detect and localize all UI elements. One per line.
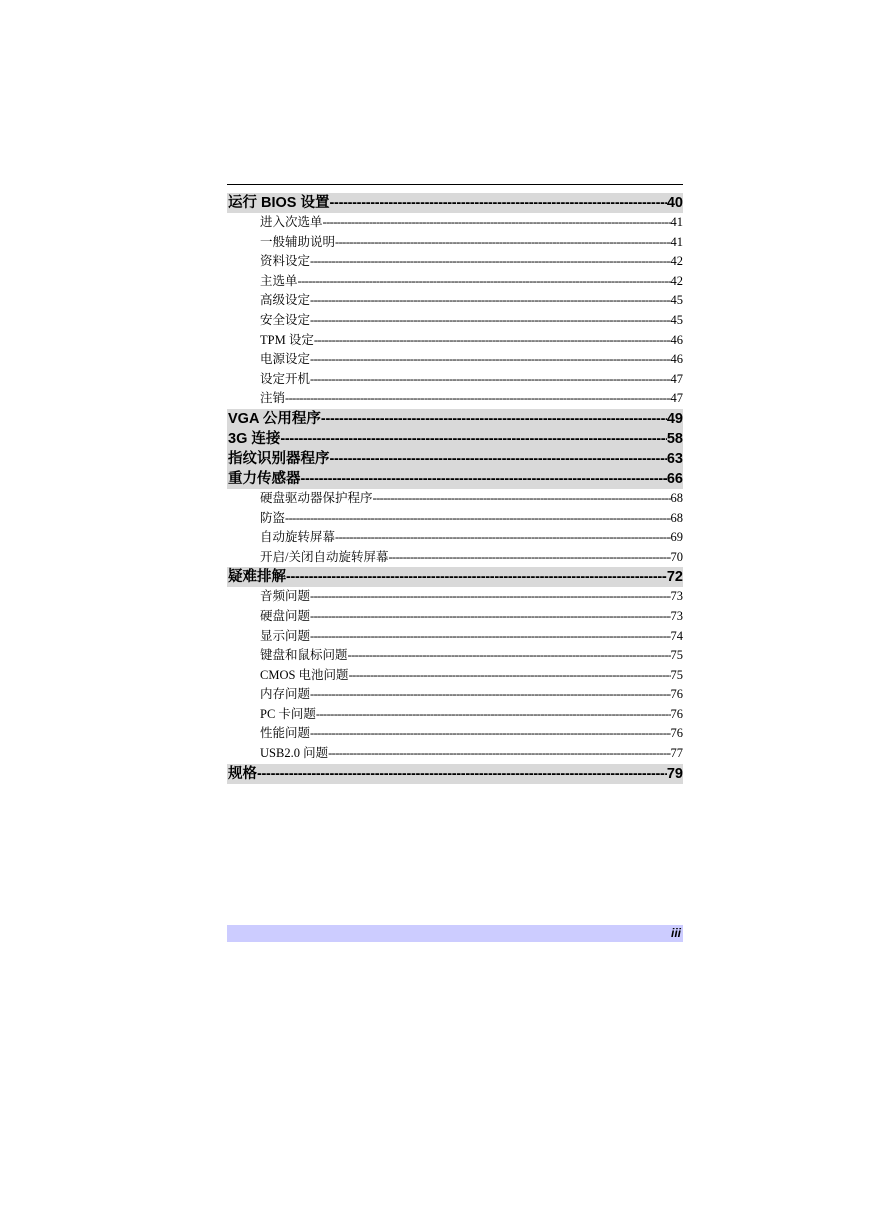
toc-section-entry[interactable] [227,744,683,764]
toc-section-entry[interactable] [227,528,683,548]
toc-entry-title: 硬盘驱动器保护程序 [260,490,373,505]
toc-entry-page-number: 42 [670,254,683,269]
toc-entry-title: TPM 设定 [260,332,314,347]
toc-dot-leader [348,646,671,666]
toc-entry-page-number: 42 [670,273,683,288]
toc-dot-leader [310,587,670,607]
toc-entry-page-number: 46 [670,352,683,367]
footer-bar [227,925,683,942]
toc-entry-page-number: 75 [670,648,683,663]
toc-entry-title: 进入次选单 [260,215,323,229]
toc-dot-leader [310,291,670,311]
toc-entry-title: 3G 连接 [228,430,281,447]
toc-section-entry[interactable] [227,389,683,409]
toc-dot-leader [310,607,670,627]
toc-dot-leader [335,233,670,253]
toc-dot-leader [349,666,671,686]
toc-entry-title: 内存问题 [260,687,311,702]
toc-entry-page-number: 70 [670,549,683,564]
toc-entry-title: 键盘和鼠标问题 [260,648,348,663]
toc-entry-page-number: 72 [666,569,683,586]
top-rule [227,184,683,185]
toc-section-entry[interactable] [227,685,683,705]
toc-entry-title: 安全设定 [260,312,311,327]
toc-entry-title: 疑难排解 [228,569,286,586]
toc-entry-page-number: 66 [666,470,683,487]
toc-dot-leader [310,627,670,647]
toc-entry-page-number: 77 [670,746,683,761]
toc-dot-leader [310,350,670,370]
toc-entry-page-number: 47 [670,371,683,386]
toc-chapter-entry[interactable] [227,469,683,489]
toc-entry-page-number: 45 [670,293,683,308]
toc-dot-leader [257,764,667,784]
toc-entry-title: 显示问题 [260,628,311,643]
toc-dot-leader [328,744,670,764]
toc-dot-leader [330,449,667,469]
toc-entry-title: PC 卡问题 [260,706,316,721]
toc-section-entry[interactable] [227,350,683,370]
toc-section-entry[interactable] [227,509,683,529]
toc-chapter-entry[interactable] [227,567,683,587]
toc-entry-page-number: 49 [666,410,683,427]
toc-entry-title: 开启/关闭自动旋转屏幕 [260,549,389,564]
toc-entry-title: 性能问题 [260,726,311,741]
toc-entry-title: 电源设定 [260,352,311,367]
toc-dot-leader [310,685,670,705]
toc-section-entry[interactable] [227,272,683,292]
toc-entry-page-number: 58 [666,430,683,447]
toc-entry-page-number: 76 [670,687,683,702]
toc-entry-title: 资料设定 [260,254,311,269]
toc-entry-title: 主选单 [260,273,298,288]
toc-entry-page-number: 76 [670,726,683,741]
toc-section-entry[interactable] [227,646,683,666]
toc-entry-title: 指纹识别器程序 [228,450,330,467]
toc-entry-title: 运行 BIOS 设置 [228,195,330,211]
table-of-contents [227,193,683,784]
toc-section-entry[interactable] [227,724,683,744]
toc-entry-title: 自动旋转屏幕 [260,530,336,545]
toc-section-entry[interactable] [227,548,683,568]
toc-entry-page-number: 47 [670,391,683,406]
toc-entry-page-number: 74 [670,628,683,643]
toc-section-entry[interactable] [227,233,683,253]
toc-dot-leader [330,193,667,213]
toc-entry-title: 设定开机 [260,371,311,386]
toc-entry-title: VGA 公用程序 [228,410,321,427]
toc-entry-page-number: 46 [670,332,683,347]
toc-entry-title: 注销 [260,391,286,406]
toc-section-entry[interactable] [227,331,683,351]
toc-section-entry[interactable] [227,489,683,509]
toc-dot-leader [310,724,670,744]
toc-dot-leader [286,567,667,587]
toc-entry-title: 规格 [228,765,257,782]
toc-chapter-entry[interactable] [227,193,683,213]
toc-dot-leader [335,528,670,548]
toc-chapter-entry[interactable] [227,764,683,784]
toc-chapter-entry[interactable] [227,409,683,429]
toc-entry-title: 重力传感器 [228,470,301,487]
toc-dot-leader [373,489,671,509]
toc-dot-leader [310,370,670,390]
toc-dot-leader [310,252,670,272]
toc-entry-page-number: 41 [670,234,683,249]
toc-entry-page-number: 68 [670,490,683,505]
footer-page-number: iii [670,926,681,940]
toc-dot-leader [314,331,671,351]
toc-section-entry[interactable] [227,213,683,233]
toc-section-entry[interactable] [227,666,683,686]
toc-section-entry[interactable] [227,627,683,647]
toc-section-entry[interactable] [227,311,683,331]
toc-entry-page-number: 69 [670,530,683,545]
toc-entry-page-number: 79 [666,765,683,782]
toc-dot-leader [310,311,670,331]
toc-chapter-entry[interactable] [227,449,683,469]
toc-section-entry[interactable] [227,370,683,390]
toc-dot-leader [316,705,671,725]
toc-entry-title: 硬盘问题 [260,608,311,623]
toc-entry-title: 防盗 [260,510,286,525]
toc-entry-page-number: 63 [666,450,683,467]
toc-section-entry[interactable] [227,587,683,607]
toc-entry-page-number: 68 [670,510,683,525]
toc-section-entry[interactable] [227,252,683,272]
toc-entry-page-number: 75 [670,667,683,682]
toc-entry-page-number: 41 [670,215,683,229]
toc-entry-page-number: 45 [670,312,683,327]
toc-dot-leader [280,429,666,449]
toc-entry-title: 高级设定 [260,293,311,308]
toc-entry-page-number: 73 [670,608,683,623]
toc-entry-title: USB2.0 问题 [260,746,329,761]
toc-dot-leader [321,409,667,429]
toc-entry-title: 音频问题 [260,589,311,604]
toc-dot-leader [301,469,667,489]
toc-section-entry[interactable] [227,705,683,725]
toc-entry-page-number: 73 [670,589,683,604]
toc-entry-page-number: 40 [666,195,683,211]
toc-entry-title: 一般辅助说明 [260,234,336,249]
toc-section-entry[interactable] [227,291,683,311]
toc-entry-title: CMOS 电池问题 [260,667,349,682]
toc-chapter-entry[interactable] [227,429,683,449]
toc-dot-leader [388,548,670,568]
toc-dot-leader [323,213,671,233]
toc-dot-leader [285,509,670,529]
toc-entry-page-number: 76 [670,706,683,721]
toc-section-entry[interactable] [227,607,683,627]
toc-dot-leader [298,272,671,292]
toc-dot-leader [285,389,670,409]
